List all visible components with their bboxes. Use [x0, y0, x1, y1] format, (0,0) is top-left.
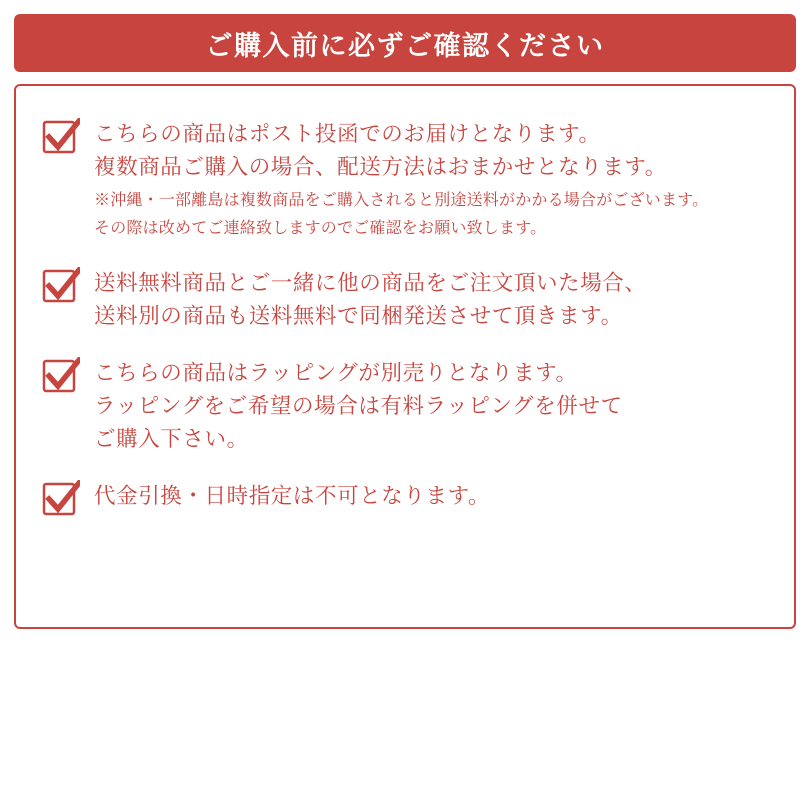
header-banner: [14, 14, 796, 72]
notice-line-small: その際は改めてご連絡致しますのでご確認をお願い致します。: [94, 220, 547, 237]
notice-line: こちらの商品はポスト投函でのお届けとなります。: [94, 122, 601, 146]
list-item-text: [94, 355, 768, 456]
notice-line: 送料無料商品とご一緒に他の商品をご注文頂いた場合、: [94, 271, 647, 295]
notice-line: 送料別の商品も送料無料で同梱発送させて頂きます。: [94, 304, 623, 328]
check-icon: [42, 480, 80, 518]
notice-line: 複数商品ご購入の場合、配送方法はおまかせとなります。: [94, 155, 667, 179]
list-item: [42, 355, 768, 456]
notice-line: こちらの商品はラッピングが別売りとなります。: [94, 361, 578, 385]
list-item: [42, 116, 768, 243]
notice-panel: [14, 84, 796, 629]
list-item: [42, 265, 768, 333]
list-item-text: [94, 116, 768, 243]
notice-line: 代金引換・日時指定は不可となります。: [94, 484, 491, 508]
list-item: [42, 478, 768, 518]
check-icon: [42, 267, 80, 305]
notice-line-small: ※沖縄・一部離島は複数商品をご購入されると別途送料がかかる場合がございます。: [94, 192, 709, 209]
page-title: ご購入前に必ずご確認ください: [205, 30, 605, 61]
check-icon: [42, 357, 80, 395]
list-item-text: [94, 478, 768, 513]
notice-line: ラッピングをご希望の場合は有料ラッピングを併せて: [94, 394, 623, 418]
list-item-text: [94, 265, 768, 333]
check-icon: [42, 118, 80, 156]
notice-line: ご購入下さい。: [94, 427, 249, 451]
